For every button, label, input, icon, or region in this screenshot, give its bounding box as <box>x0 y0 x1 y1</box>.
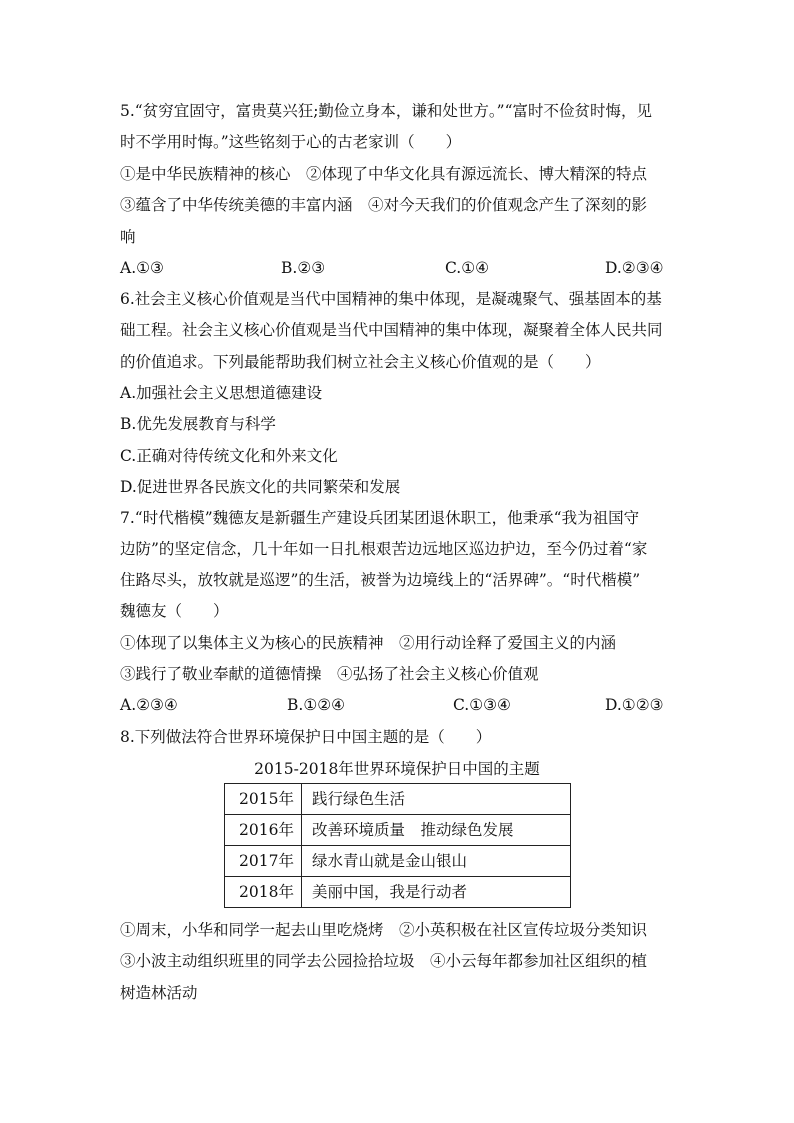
q8-line: 树造林活动 <box>120 984 198 1002</box>
q5-line: 响 <box>120 228 136 246</box>
table-row <box>225 784 571 815</box>
q7-option-d[interactable]: D.①②③ <box>605 696 664 714</box>
q7-line: 住路尽头，放牧就是巡逻”的生活，被誉为边境线上的“活界碑”。“时代楷模” <box>120 571 641 589</box>
q7-option-a[interactable]: A.②③④ <box>120 696 178 714</box>
q5-option-a[interactable]: A.①③ <box>120 259 164 277</box>
year-cell: 2015年 <box>225 784 302 815</box>
theme-cell: 践行绿色生活 <box>302 784 571 815</box>
q6-line: 6.社会主义核心价值观是当代中国精神的集中体现，是凝魂聚气、强基固本的基 <box>120 290 662 308</box>
q6-option-b[interactable]: B.优先发展教育与科学 <box>120 415 276 433</box>
q7-option-b[interactable]: B.①②④ <box>287 696 346 714</box>
q8-line: ①周末，小华和同学一起去山里吃烧烤 ②小英积极在社区宣传垃圾分类知识 <box>120 921 648 939</box>
q7-option-c[interactable]: C.①③④ <box>453 696 511 714</box>
q5-option-b[interactable]: B.②③ <box>281 259 326 277</box>
q7-line: ①体现了以集体主义为核心的民族精神 ②用行动诠释了爱国主义的内涵 <box>120 634 617 652</box>
year-cell: 2016年 <box>225 815 302 846</box>
table-row <box>225 846 571 877</box>
theme-cell: 绿水青山就是金山银山 <box>302 846 571 877</box>
q5-line: 5.“贫穷宜固守，富贵莫兴狂;勤俭立身本，谦和处世方。”“富时不俭贫时悔，见 <box>120 102 653 120</box>
year-cell: 2017年 <box>225 846 302 877</box>
q7-line: 魏德友（ ） <box>120 602 229 620</box>
table-row <box>225 815 571 846</box>
q7-line: 边防”的坚定信念，几十年如一日扎根艰苦边远地区巡边护边，至今仍过着“家 <box>120 540 648 558</box>
q8-line: ③小波主动组织班里的同学去公园捡拾垃圾 ④小云每年都参加社区组织的植 <box>120 952 648 970</box>
q6-option-a[interactable]: A.加强社会主义思想道德建设 <box>120 384 323 402</box>
q5-line: ③蕴含了中华传统美德的丰富内涵 ④对今天我们的价值观念产生了深刻的影 <box>120 196 648 214</box>
q6-line: 础工程。社会主义核心价值观是当代中国精神的集中体现，凝聚着全体人民共同 <box>120 321 663 339</box>
year-cell: 2018年 <box>225 877 302 908</box>
q7-line: 7.“时代楷模”魏德友是新疆生产建设兵团某团退休职工，他秉承“我为祖国守 <box>120 509 640 527</box>
theme-cell: 改善环境质量 推动绿色发展 <box>302 815 571 846</box>
q5-line: 时不学用时悔。”这些铭刻于心的古老家训（ ） <box>120 133 462 151</box>
q5-option-c[interactable]: C.①④ <box>445 259 490 277</box>
q6-line: 的价值追求。下列最能帮助我们树立社会主义核心价值观的是（ ） <box>120 353 601 371</box>
table-caption: 2015-2018年世界环境保护日中国的主题 <box>254 760 540 778</box>
q8-stem: 8.下列做法符合世界环境保护日中国主题的是（ ） <box>120 728 492 746</box>
table-row <box>225 877 571 908</box>
q6-option-d[interactable]: D.促进世界各民族文化的共同繁荣和发展 <box>120 478 401 496</box>
q5-option-d[interactable]: D.②③④ <box>605 259 664 277</box>
q5-line: ①是中华民族精神的核心 ②体现了中华文化具有源远流长、博大精深的特点 <box>120 165 648 183</box>
q7-line: ③践行了敬业奉献的道德情操 ④弘扬了社会主义核心价值观 <box>120 665 539 683</box>
theme-cell: 美丽中国，我是行动者 <box>302 877 571 908</box>
themes-table <box>224 783 571 908</box>
q6-option-c[interactable]: C.正确对待传统文化和外来文化 <box>120 447 338 465</box>
